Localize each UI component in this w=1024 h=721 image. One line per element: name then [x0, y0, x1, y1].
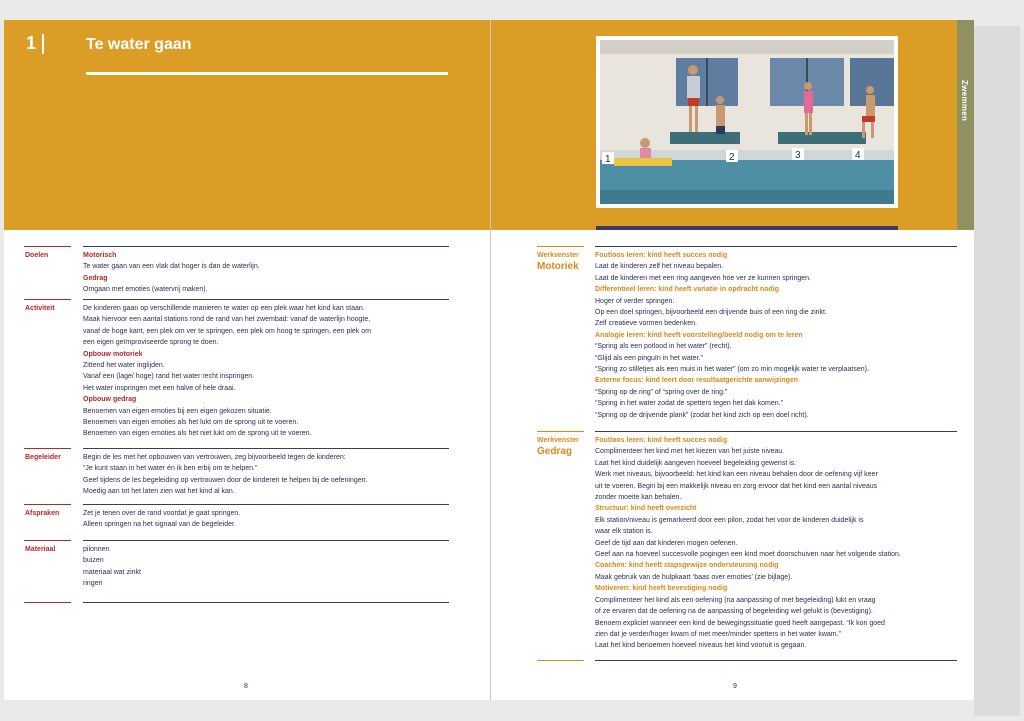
body-line: buizen	[83, 557, 104, 565]
werkvenster-label-rule	[537, 246, 584, 247]
body-line: of ze ervaren dat de oefening na de aanpassing of begeleiding wel gelukt is (bevestiging).	[595, 608, 873, 616]
section-content-rule	[83, 540, 449, 541]
body-line: “Je kunt staan in het water én ik ben erbij om te helpen.”	[83, 465, 258, 473]
body-line: Hoger of verder springen.	[595, 297, 675, 305]
body-line: De kinderen gaan op verschillende manieren te water op een plek waar het kind kan staan.	[83, 305, 365, 312]
werkvenster-label: Werkvenster	[537, 437, 579, 444]
body-line: “Spring op de ring” of “spring over de ring.”	[595, 388, 728, 396]
werkvenster-body-motoriek	[595, 250, 869, 421]
section-label-rule	[24, 540, 71, 541]
body-line: Vanaf een (lage/ hoge) rand het water recht inspringen.	[83, 373, 255, 381]
subheading: Foutloos leren: kind heeft succes nodig	[595, 437, 728, 444]
section-label-materiaal: Materiaal	[25, 546, 56, 553]
werkvenster-label-rule	[537, 431, 584, 432]
body-line: een eigen geïmproviseerde sprong te doen.	[83, 339, 219, 347]
subheading: Motiveren: kind heeft bevestiging nodig	[595, 585, 728, 593]
subheading: Foutloos leren: kind heeft succes nodig	[595, 252, 728, 259]
werkvenster-content-rule	[595, 246, 957, 247]
section-label-rule	[24, 504, 71, 505]
section-body-begeleider	[83, 452, 367, 498]
left-page	[4, 20, 491, 700]
end-rule-label	[24, 602, 71, 603]
body-line: Het water inspringen met een halve of hele draai.	[83, 384, 236, 392]
body-line: “Spring in het water zodat de spetters tegen het dak komen.”	[595, 400, 783, 408]
subheading: Structuur: kind heeft overzicht	[595, 505, 697, 513]
section-content-rule	[83, 299, 449, 300]
body-line: uit te voeren. Begin bij een makkelijk niveau en zorg ervoor dat het kind een aantal niveaus	[595, 482, 878, 490]
subheading: Gedrag	[83, 274, 108, 282]
section-content-rule	[83, 246, 449, 247]
werkvenster-title-motoriek: Motoriek	[537, 261, 579, 272]
marker-label-1: 1	[605, 154, 611, 165]
photo-underbar	[596, 226, 898, 230]
page-number-left: 8	[244, 683, 248, 690]
end-rule-label	[537, 660, 584, 661]
chapter-title: Te water gaan	[86, 36, 192, 53]
body-line: Benoemen van eigen emoties als het lukt om de sprong uit te voeren.	[83, 419, 299, 427]
body-line: “Spring als een potlood in het water” (recht).	[595, 343, 732, 351]
werkvenster-label: Werkvenster	[537, 252, 579, 259]
body-line: Laat de kinderen zelf het niveau bepalen.	[595, 263, 724, 271]
pool-illustration	[600, 40, 894, 204]
body-line: Alleen springen na het signaal van de begeleider.	[83, 521, 236, 529]
body-line: Laat het kind duidelijk aangeven hoeveel begeleiding gewenst is.	[595, 459, 797, 467]
end-rule-content	[595, 660, 957, 661]
body-line: zonder moeite kan behalen.	[595, 494, 682, 502]
body-line: Benoem expliciet wanneer een kind de bewegingssituatie goed heeft aangepast. “Ik kon goed	[595, 619, 885, 627]
body-line: Zelf creatieve vormen bedenken.	[595, 320, 697, 328]
body-line: Begin de les met het opbouwen van vertrouwen, zeg bijvoorbeeld tegen de kinderen:	[83, 454, 346, 461]
marker-label-3: 3	[795, 150, 801, 161]
body-line: Zet je tenen over de rand voordat je gaat springen.	[83, 510, 241, 517]
body-line: pilonnen	[83, 546, 110, 553]
body-line: Laat het kind benoemen hoeveel niveaus het kind vooruit is gegaan.	[595, 642, 807, 650]
section-label-doelen: Doelen	[25, 252, 49, 259]
right-page	[491, 20, 974, 700]
body-line: ringen	[83, 580, 103, 588]
body-line: Omgaan met emoties (watervrij maken).	[83, 286, 208, 294]
chapter-side-tab	[957, 20, 974, 230]
subheading: Externe focus: kind leert door resultaatgerichte aanwijzingen	[595, 377, 799, 385]
section-content-rule	[83, 504, 449, 505]
section-body-materiaal	[83, 544, 141, 590]
page-shadow	[974, 26, 1020, 716]
werkvenster-content-rule	[595, 431, 957, 432]
body-line: Elk station/niveau is gemarkeerd door een pilon, zodat het voor de kinderen duidelijk is	[595, 516, 864, 524]
section-label-afspraken: Afspraken	[25, 510, 60, 517]
body-line: Benoemen van eigen emoties bij een eigen gekozen situatie.	[83, 407, 272, 415]
body-line: Geef tijdens de les begeleiding op vertrouwen door de kinderen te helpen bij de oefeningen.	[83, 476, 368, 484]
page-number-right: 9	[733, 683, 737, 690]
body-line: “Spring zo stilletjes als een muis in het water” (om zo min mogelijk water te verplaatsen).	[595, 366, 869, 374]
body-line: waar elk station is.	[595, 528, 653, 536]
body-line: vanaf de hoge kant, een plek om ver te springen, een plek om hoog te springen, een plek om	[83, 327, 371, 335]
chapter-divider	[42, 34, 44, 54]
subheading: Motorisch	[83, 252, 117, 259]
section-label-begeleider: Begeleider	[25, 454, 61, 461]
section-label-rule	[24, 299, 71, 300]
section-body-doelen	[83, 250, 260, 296]
body-line: Complimenteer het kind als een oefening (na aanpassing of met begeleiding) lukt en vraag	[595, 596, 876, 604]
body-line: Te water gaan van een vlak dat hoger is dan de waterlijn.	[83, 263, 260, 271]
marker-label-2: 2	[729, 152, 735, 163]
section-body-afspraken	[83, 508, 240, 531]
section-body-activiteit	[83, 303, 371, 440]
werkvenster-body-gedrag	[595, 435, 901, 652]
section-content-rule	[83, 448, 449, 449]
side-tab-label: Zwemmen	[960, 80, 969, 122]
subheading: Coachen: kind heeft stapsgewijze ondersteuning nodig	[595, 562, 779, 570]
body-line: Werk met niveaus, bijvoorbeeld: het kind kan een niveau behalen door de oefening vijf keer	[595, 471, 878, 479]
subheading: Analogie leren: kind heeft voorstelling/beeld nodig om te leren	[595, 331, 803, 339]
body-line: Zittend het water inglijden.	[83, 362, 165, 370]
photo-header-band	[491, 20, 957, 230]
marker-label-4: 4	[855, 150, 861, 161]
body-line: Geef aan na hoeveel succesvolle pogingen een kind moet doorschuiven naar het volgende station.	[595, 551, 901, 559]
body-line: Benoemen van eigen emoties als het niet lukt om de sprong uit te voeren.	[83, 430, 312, 438]
end-rule-content	[83, 602, 449, 603]
section-label-rule	[24, 246, 71, 247]
werkvenster-title-gedrag: Gedrag	[537, 446, 573, 457]
subheading: Opbouw gedrag	[83, 396, 137, 404]
swimming-pool-photo	[596, 36, 898, 208]
body-line: zien dat je verder/hoger kwam of met meer/minder spetters in het water kwam.”	[595, 630, 841, 638]
chapter-number: 1	[26, 33, 37, 53]
subheading: Differentieel leren: kind heeft variatie in opdracht nodig	[595, 286, 779, 294]
body-line: Maak gebruik van de hulpkaart ‘baas over emoties’ (zie bijlage).	[595, 573, 793, 581]
body-line: Moedig aan tot het laten zien wat het kind al kan.	[83, 488, 235, 496]
section-label-activiteit: Activiteit	[25, 305, 55, 312]
chapter-header-band	[4, 20, 491, 230]
body-line: Laat de kinderen met een ring aangeven hoe ver ze kunnen springen.	[595, 274, 811, 282]
body-line: Op een doel springen, bijvoorbeeld een drijvende buis of een ring die zinkt.	[595, 309, 827, 317]
body-line: materiaal wat zinkt	[83, 568, 141, 576]
body-line: “Glijd als een pinguïn in het water.”	[595, 354, 703, 362]
section-label-rule	[24, 448, 71, 449]
title-underline	[86, 72, 448, 75]
body-line: Maak hiervoor een aantal stations rond de rand van het zwembad: vanaf de waterlijn hoogte,	[83, 316, 371, 324]
body-line: “Spring op de drijvende plank” (zodat het kind zich op een doel richt).	[595, 411, 809, 419]
subheading: Opbouw motoriek	[83, 350, 143, 358]
body-line: Complimenteer het kind met het kiezen van het juiste niveau.	[595, 448, 785, 456]
body-line: Geef de tijd aan dat kinderen mogen oefenen.	[595, 539, 738, 547]
